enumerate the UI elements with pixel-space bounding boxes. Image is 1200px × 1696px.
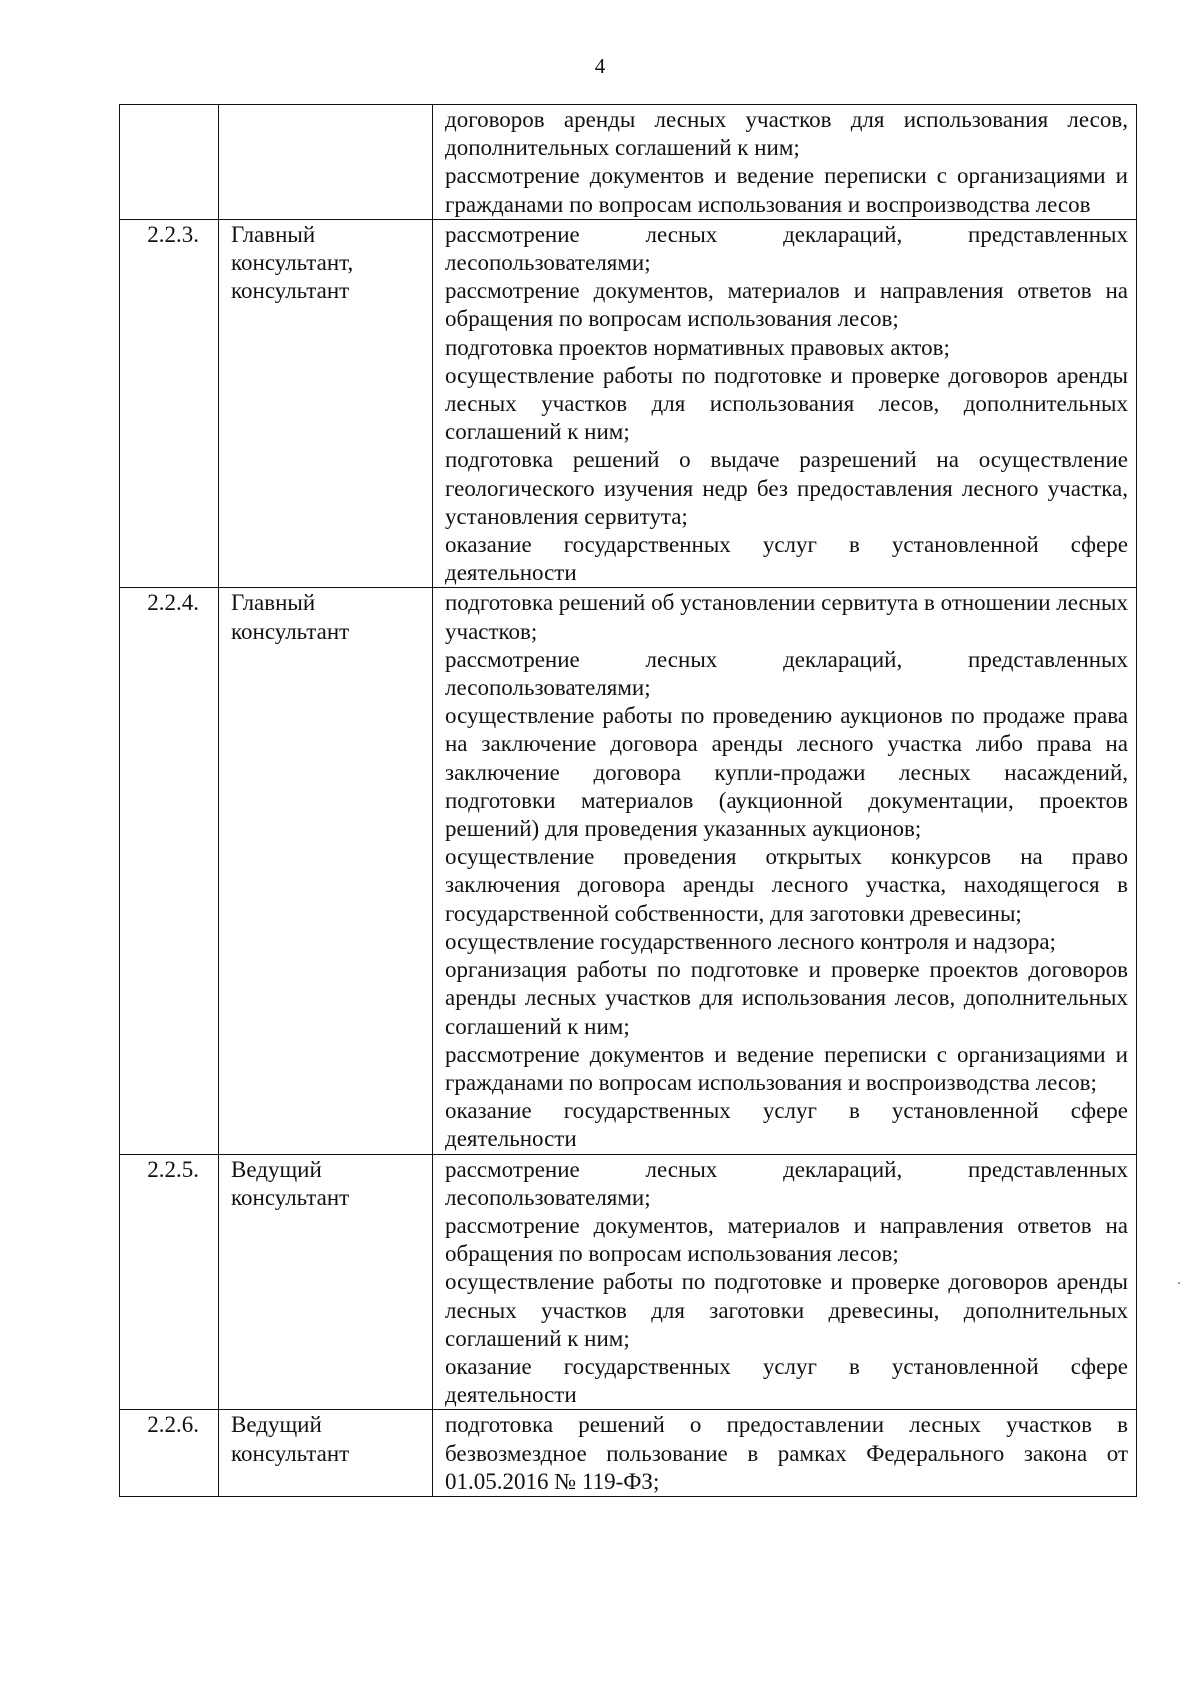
duty-item: рассмотрение документов, материалов и направления ответов на обращения по вопросам использования лесов; <box>445 1212 1128 1267</box>
table-row <box>120 219 1137 588</box>
duty-item: осуществление работы по подготовке и проверке договоров аренды лесных участков для использования лесов, дополнительных соглашений к ним; <box>445 362 1128 445</box>
item-number-cell: 2.2.6. <box>120 1410 219 1497</box>
position-title-line: консультант <box>231 1440 350 1466</box>
duties-cell <box>433 105 1137 220</box>
position-title-line: консультант, <box>231 250 354 276</box>
position-cell <box>219 588 433 1154</box>
duty-item: рассмотрение лесных деклараций, представленных лесопользователями; <box>445 646 1128 701</box>
duties-table <box>119 104 1137 1497</box>
duty-item: подготовка решений о выдаче разрешений на осуществление геологического изучения недр без предоставления лесного участка, установления сервитута; <box>445 447 1128 529</box>
item-number-cell <box>120 105 219 220</box>
duty-item: рассмотрение документов и ведение переписки с организациями и гражданами по вопросам использования и воспроизводства лесов; <box>445 1041 1128 1095</box>
position-title-line: консультант <box>231 278 350 304</box>
duty-item: оказание государственных услуг в установленной сфере деятельности <box>445 1098 1128 1152</box>
scan-speck <box>1178 1282 1180 1284</box>
position-title-line: Ведущий <box>231 1156 322 1182</box>
duty-item: организация работы по подготовке и проверке проектов договоров аренды лесных участков для использования лесов, дополнительных соглашений к ним; <box>445 957 1128 1039</box>
table-row <box>120 1410 1137 1497</box>
duty-item: осуществление государственного лесного контроля и надзора; <box>445 928 1056 954</box>
duty-item: осуществление работы по подготовке и проверке договоров аренды лесных участков для заготовки древесины, дополнительных соглашений к ним; <box>445 1269 1128 1351</box>
item-number-cell: 2.2.4. <box>120 588 219 1154</box>
duty-item: оказание государственных услуг в установленной сфере деятельности <box>445 532 1128 586</box>
duty-item: подготовка решений о предоставлении лесных участков в безвозмездное пользование в рамках Федерального закона от 01.05.2016 № 119-ФЗ; <box>445 1412 1128 1494</box>
position-cell <box>219 1410 433 1497</box>
duty-item: подготовка решений об установлении сервитута в отношении лесных участков; <box>445 590 1128 644</box>
item-number-cell: 2.2.3. <box>120 219 219 588</box>
duty-item: договоров аренды лесных участков для использования лесов, дополнительных соглашений к ним; <box>445 107 1128 161</box>
position-title-line: консультант <box>231 618 350 644</box>
duty-item: подготовка проектов нормативных правовых актов; <box>445 334 950 360</box>
duties-cell <box>433 1154 1137 1410</box>
duty-item: осуществление проведения открытых конкурсов на право заключения договора аренды лесного участка, находящегося в государственной собственности, для заготовки древесины; <box>445 844 1128 926</box>
table-row <box>120 588 1137 1154</box>
position-cell <box>219 219 433 588</box>
duties-cell <box>433 219 1137 588</box>
duty-item: оказание государственных услуг в установленной сфере деятельности <box>445 1353 1128 1408</box>
duty-item: рассмотрение лесных деклараций, представленных лесопользователями; <box>445 221 1128 276</box>
table-row <box>120 1154 1137 1410</box>
duty-item: рассмотрение документов, материалов и направления ответов на обращения по вопросам использования лесов; <box>445 278 1128 332</box>
item-number-cell: 2.2.5. <box>120 1154 219 1410</box>
duties-cell <box>433 1410 1137 1497</box>
position-title-line: Главный <box>231 221 316 247</box>
position-title-line: Ведущий <box>231 1412 322 1438</box>
duty-item: рассмотрение документов и ведение переписки с организациями и гражданами по вопросам использования и воспроизводства лесов <box>445 163 1128 217</box>
duty-item: осуществление работы по проведению аукционов по продаже права на заключение договора аренды лесного участка либо права на заключение договора купли-продажи лесных насаждений, подготовки материалов (аукционной документации, проектов решений) для проведения указанных аукционов; <box>445 703 1128 842</box>
position-cell <box>219 1154 433 1410</box>
position-title-line: консультант <box>231 1184 350 1210</box>
position-title-line: Главный <box>231 590 316 616</box>
position-cell <box>219 105 433 220</box>
duties-table-body <box>120 105 1137 1497</box>
duty-item: рассмотрение лесных деклараций, представленных лесопользователями; <box>445 1156 1128 1210</box>
duties-cell <box>433 588 1137 1154</box>
page-number: 4 <box>594 54 606 78</box>
table-row <box>120 105 1137 220</box>
